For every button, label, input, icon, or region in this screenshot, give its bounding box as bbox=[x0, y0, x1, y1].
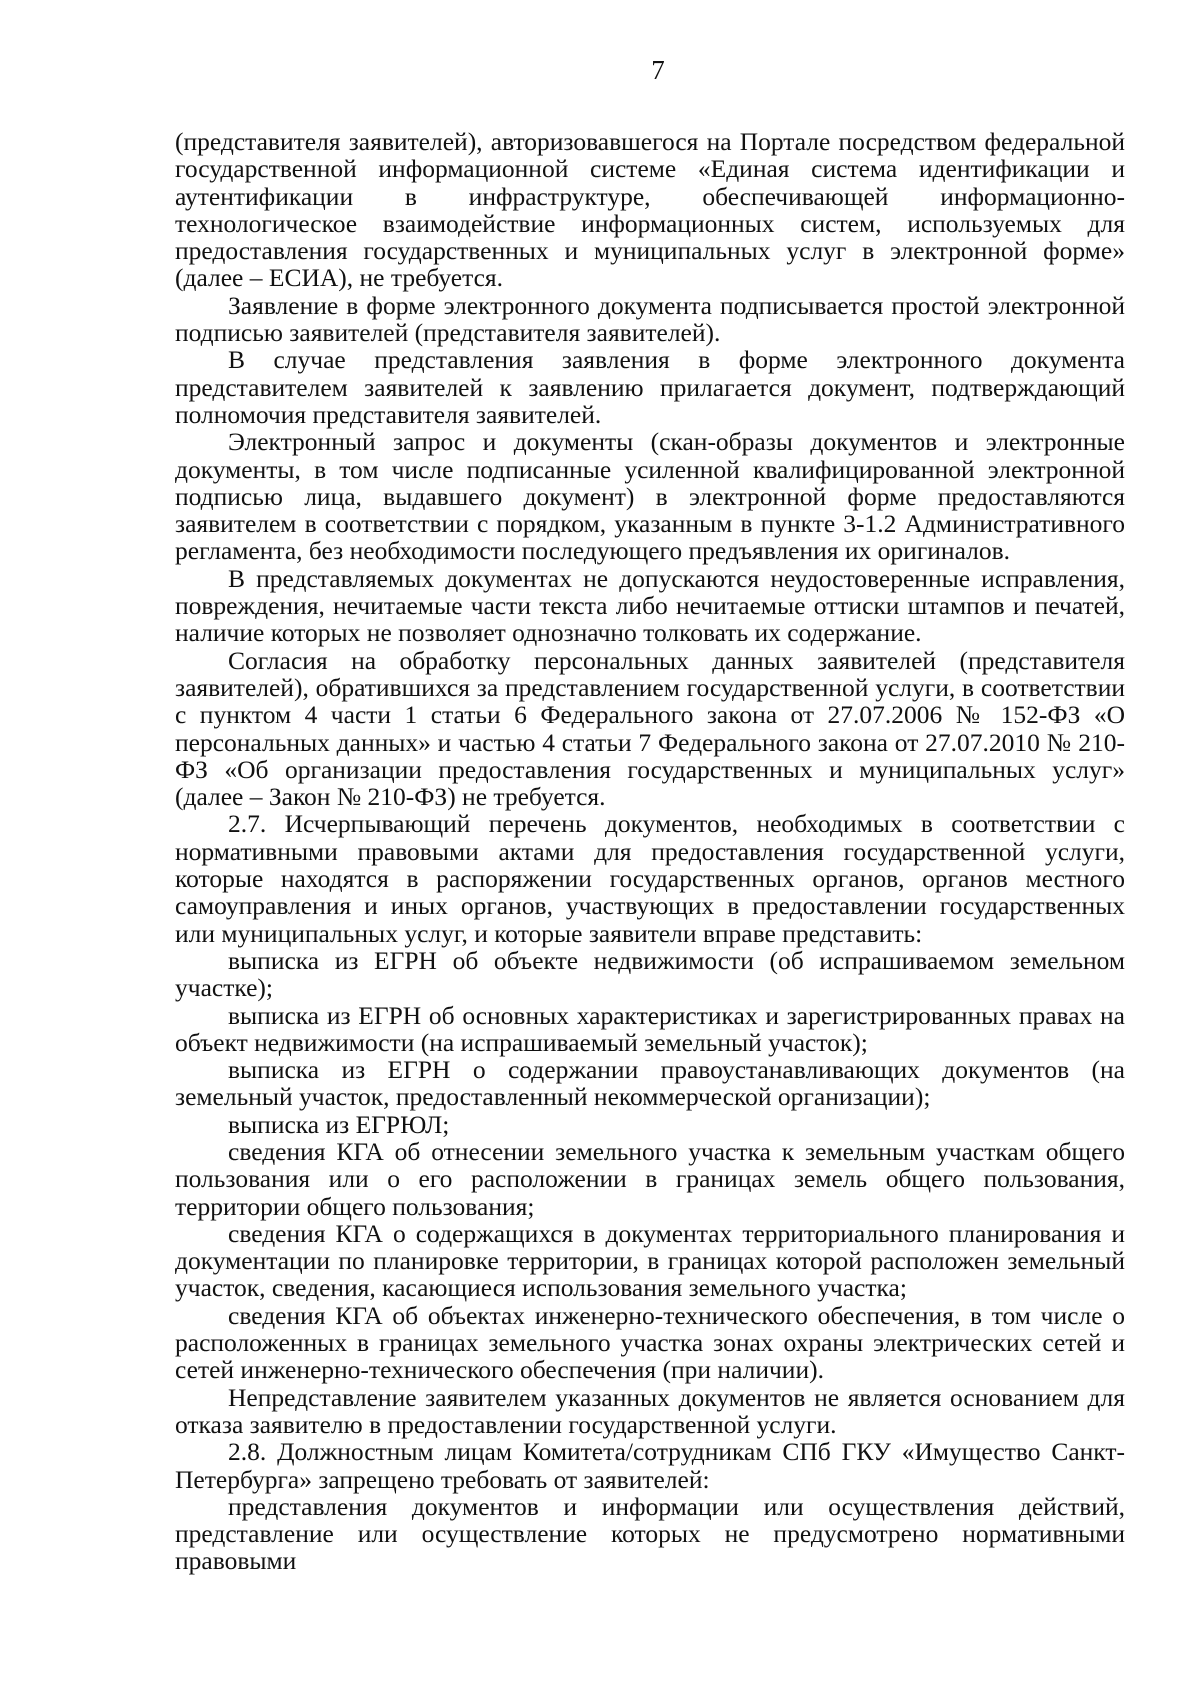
paragraph-prohibited-requirements: представления документов и информации или осуществления действий, представление или осуществление которых не предусмотрено нормативными правовыми bbox=[175, 1491, 1125, 1576]
paragraph-document-defects: В представляемых документах не допускаются неудостоверенные исправления, повреждения, нечитаемые части текста либо нечитаемые оттиски штампов и печатей, наличие которых не позволяет однозначно толковать их содержание. bbox=[175, 563, 1125, 648]
list-item-kga-public-use: сведения КГА об отнесении земельного участка к земельным участкам общего пользования или о его расположении в границах земель общего пользования, территории общего пользования; bbox=[175, 1136, 1125, 1221]
list-item-egrn-title-documents: выписка из ЕГРН о содержании правоустанавливающих документов (на земельный участок, предоставленный некоммерческой организации); bbox=[175, 1055, 1125, 1112]
list-item-egrn-characteristics: выписка из ЕГРН об основных характеристиках и зарегистрированных правах на объект недвижимости (на испрашиваемый земельный участок); bbox=[175, 1000, 1125, 1057]
paragraph-section-2-8: 2.8. Должностным лицам Комитета/сотрудникам СПб ГКУ «Имущество Санкт-Петербурга» запрещено требовать от заявителей: bbox=[175, 1437, 1125, 1494]
list-item-egrn-object: выписка из ЕГРН об объекте недвижимости (об испрашиваемом земельном участке); bbox=[175, 945, 1125, 1003]
list-item-kga-territorial-planning: сведения КГА о содержащихся в документах территориального планирования и документации по планировке территории, в границах которой расположен земельный участок, сведения, касающиеся использования земельного участка; bbox=[175, 1218, 1125, 1303]
list-item-egrul: выписка из ЕГРЮЛ; bbox=[228, 1109, 450, 1139]
paragraph-esia-continuation: (представителя заявителей), авторизовавшегося на Портале посредством федеральной государственной информационной системе «Единая система идентификации и аутентификации в инфраструктуре, обеспечивающей информационно-технологическое взаимодействие информационных систем, используемых для предоставления государственных и муниципальных услуг в электронной форме» (далее – ЕСИА), не требуется. bbox=[175, 127, 1125, 293]
list-item-kga-engineering: сведения КГА об объектах инженерно-технического обеспечения, в том числе о расположенных в границах земельного участка зонах охраны электрических сетей и сетей инженерно-технического обеспечения (при наличии). bbox=[175, 1300, 1125, 1385]
paragraph-non-submission: Непредставление заявителем указанных документов не является основанием для отказа заявителю в предоставлении государственной услуги. bbox=[175, 1382, 1125, 1439]
paragraph-section-2-7: 2.7. Исчерпывающий перечень документов, необходимых в соответствии с нормативными правовыми актами для предоставления государственной услуги, которые находятся в распоряжении государственных органов, органов местного самоуправления и иных органов, участвующих в предоставлении государственных или муниципальных услуг, и которые заявители вправе представить: bbox=[175, 809, 1125, 948]
paragraph-electronic-signature: Заявление в форме электронного документа подписывается простой электронной подписью заявителей (представителя заявителей). bbox=[175, 290, 1125, 348]
paragraph-personal-data-consent: Согласия на обработку персональных данных заявителей (представителя заявителей), обратившихся за представлением государственной услуги, в соответствии с пунктом 4 части 1 статьи 6 Федерального закона от 27.07.2006 № 152-ФЗ «О персональных данных» и частью 4 статьи 7 Федерального закона от 27.07.2010 № 210-ФЗ «Об организации предоставления государственных и муниципальных услуг» (далее – Закон № 210-ФЗ) не требуется. bbox=[175, 645, 1125, 812]
document-body bbox=[175, 128, 1125, 1575]
paragraph-representative-authority: В случае представления заявления в форме электронного документа представителем заявителей к заявлению прилагается документ, подтверждающий полномочия представителя заявителей. bbox=[175, 345, 1125, 429]
page-number: 7 bbox=[651, 55, 665, 85]
paragraph-electronic-request: Электронный запрос и документы (скан-образы документов и электронные документы, в том числе подписанные усиленной квалифицированной электронной подписью лица, выдавшего документ) в электронной форме предоставляются заявителем в соответствии с порядком, указанным в пункте 3-1.2 Административного регламента, без необходимости последующего предъявления их оригиналов. bbox=[175, 427, 1125, 566]
